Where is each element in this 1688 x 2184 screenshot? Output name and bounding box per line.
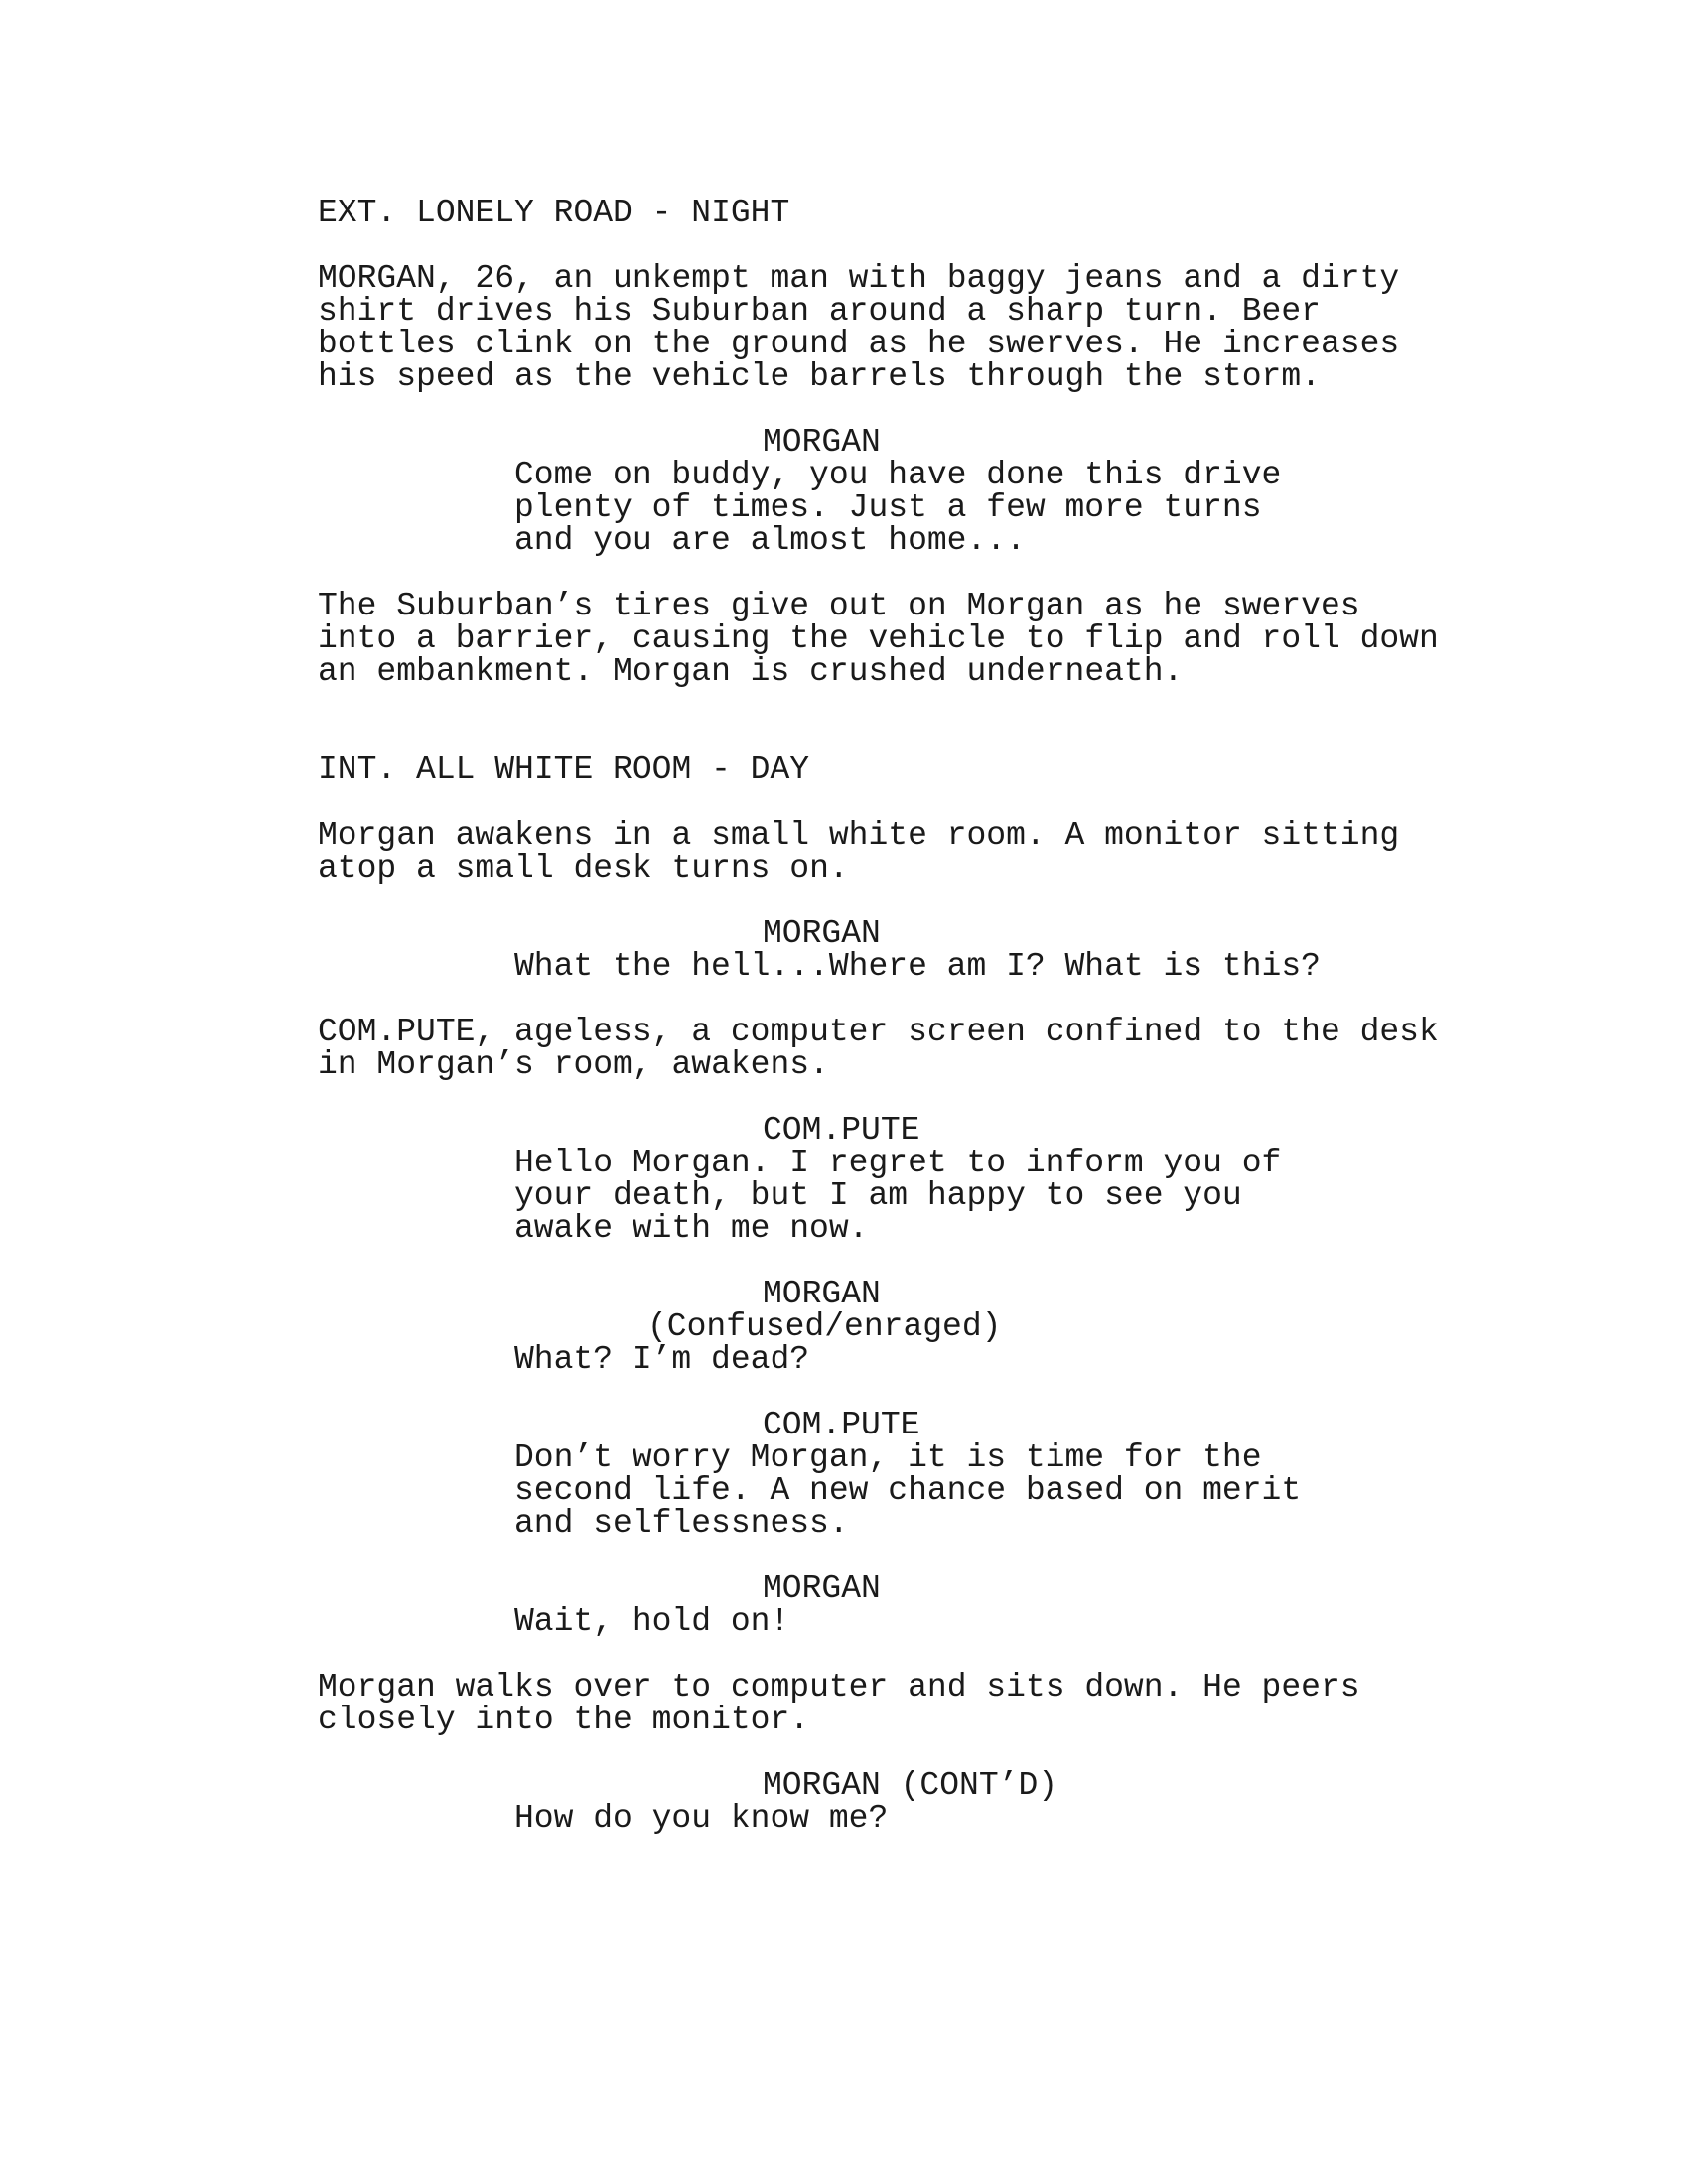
- action-line: into a barrier, causing the vehicle to flip and roll down: [318, 620, 1439, 657]
- dialogue-line: Don’t worry Morgan, it is time for the: [514, 1439, 1262, 1476]
- parenthetical: (Confused/enraged): [647, 1308, 1002, 1345]
- action-line: closely into the monitor.: [318, 1702, 810, 1738]
- dialogue-line: Hello Morgan. I regret to inform you of: [514, 1145, 1282, 1181]
- character-name: MORGAN: [763, 1276, 881, 1312]
- dialogue-line: plenty of times. Just a few more turns: [514, 489, 1262, 526]
- scene-heading: EXT. LONELY ROAD - NIGHT: [318, 195, 790, 231]
- character-name: MORGAN: [763, 915, 881, 952]
- dialogue-line: and you are almost home...: [514, 522, 1026, 559]
- character-name: MORGAN: [763, 424, 881, 461]
- dialogue-line: What the hell...Where am I? What is this?: [514, 948, 1321, 985]
- action-line: atop a small desk turns on.: [318, 850, 849, 887]
- action-line: MORGAN, 26, an unkempt man with baggy jeans and a dirty: [318, 260, 1400, 297]
- character-name: MORGAN (CONT’D): [763, 1767, 1058, 1804]
- character-name: COM.PUTE: [763, 1407, 920, 1443]
- action-line: an embankment. Morgan is crushed underneath.: [318, 653, 1184, 690]
- action-line: bottles clink on the ground as he swerves. He increases: [318, 326, 1400, 362]
- dialogue-line: What? I’m dead?: [514, 1341, 810, 1378]
- action-line: in Morgan’s room, awakens.: [318, 1046, 829, 1083]
- dialogue-line: your death, but I am happy to see you: [514, 1177, 1242, 1214]
- action-line: COM.PUTE, ageless, a computer screen confined to the desk: [318, 1014, 1439, 1050]
- action-line: shirt drives his Suburban around a sharp turn. Beer: [318, 293, 1321, 330]
- action-line: Morgan awakens in a small white room. A monitor sitting: [318, 817, 1400, 854]
- dialogue-line: Wait, hold on!: [514, 1603, 790, 1640]
- dialogue-line: How do you know me?: [514, 1800, 889, 1837]
- action-line: his speed as the vehicle barrels through the storm.: [318, 358, 1321, 395]
- dialogue-line: second life. A new chance based on merit: [514, 1472, 1302, 1509]
- action-line: Morgan walks over to computer and sits down. He peers: [318, 1669, 1360, 1706]
- dialogue-line: and selflessness.: [514, 1505, 849, 1542]
- character-name: MORGAN: [763, 1570, 881, 1607]
- dialogue-line: awake with me now.: [514, 1210, 869, 1247]
- dialogue-line: Come on buddy, you have done this drive: [514, 457, 1282, 493]
- character-name: COM.PUTE: [763, 1112, 920, 1149]
- scene-heading: INT. ALL WHITE ROOM - DAY: [318, 751, 810, 788]
- action-line: The Suburban’s tires give out on Morgan as he swerves: [318, 588, 1360, 624]
